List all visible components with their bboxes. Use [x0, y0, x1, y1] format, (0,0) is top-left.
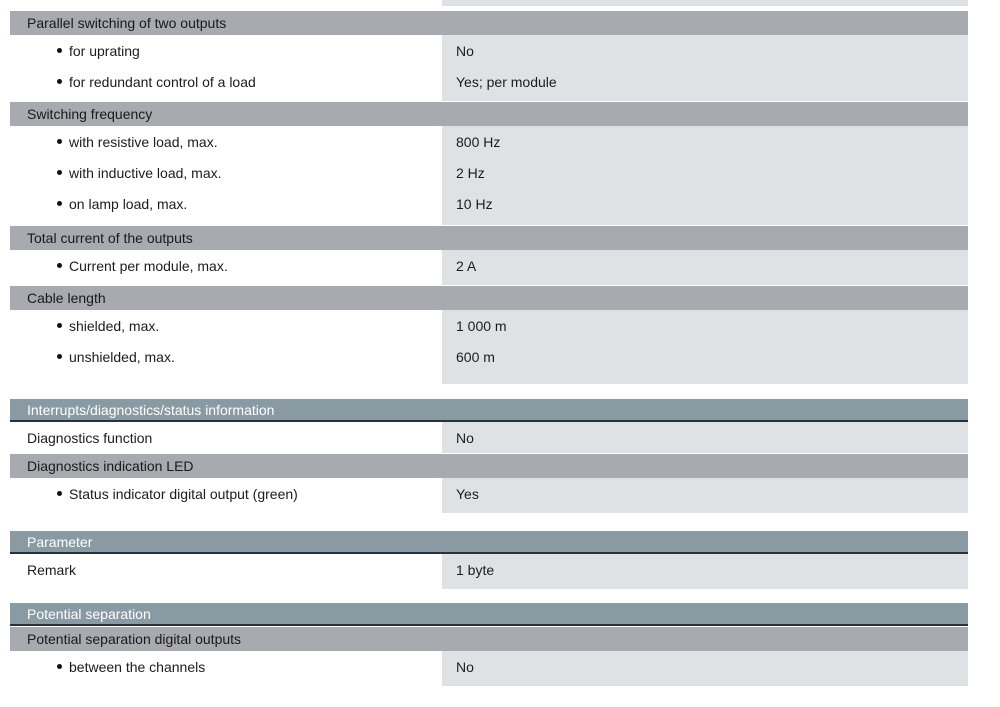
spec-label-cell: [10, 554, 442, 585]
section-subheader: Parallel switching of two outputs: [10, 11, 968, 35]
section-subheader: Cable length: [10, 286, 968, 310]
spec-row: [10, 422, 968, 453]
spec-label: Diagnostics function: [27, 429, 153, 446]
section-gap: [10, 513, 968, 531]
spec-label: Remark: [27, 561, 77, 578]
section-rows: [10, 35, 968, 101]
spec-label: for redundant control of a load: [69, 73, 256, 90]
spec-label: unshielded, max.: [69, 348, 175, 365]
spec-label: on lamp load, max.: [69, 195, 188, 212]
spec-value: 800 Hz: [456, 133, 501, 150]
spec-value: No: [456, 42, 474, 59]
bullet-icon: [57, 263, 62, 268]
spec-label-cell: [10, 478, 442, 509]
bullet-icon: [57, 139, 62, 144]
section-rows: [10, 310, 968, 384]
spec-row: [10, 341, 968, 372]
spec-value: No: [456, 658, 474, 675]
spec-label: with resistive load, max.: [69, 133, 218, 150]
spec-label-cell: [10, 250, 442, 281]
spec-row: [10, 188, 968, 219]
spec-label-cell: [10, 651, 442, 682]
section-gap: [10, 589, 968, 603]
spec-row: [10, 157, 968, 188]
spec-label: Status indicator digital output (green): [69, 485, 298, 502]
spec-label-cell: [10, 341, 442, 372]
spec-label-cell: [10, 66, 442, 97]
spec-label-cell: [10, 157, 442, 188]
spec-row: [10, 478, 968, 509]
section-rows: [10, 478, 968, 513]
bullet-icon: [57, 201, 62, 206]
spec-value: 10 Hz: [456, 195, 493, 212]
spec-label: between the channels: [69, 658, 206, 675]
bullet-icon: [57, 170, 62, 175]
section-gap: [10, 384, 968, 399]
main-section-header: Interrupts/diagnostics/status information: [10, 399, 968, 422]
spec-label: with inductive load, max.: [69, 164, 222, 181]
spec-row: [10, 554, 968, 585]
section-subheader: Diagnostics indication LED: [10, 454, 968, 478]
spec-value: Yes: [456, 485, 479, 502]
section-rows: [10, 554, 968, 589]
spec-value: 600 m: [456, 348, 495, 365]
section-rows: [10, 651, 968, 686]
section-subheader: Potential separation digital outputs: [10, 627, 968, 651]
spec-label-cell: [10, 422, 442, 453]
section-rows: [10, 422, 968, 453]
spec-value: 2 Hz: [456, 164, 485, 181]
bullet-icon: [57, 664, 62, 669]
spec-value: 1 byte: [456, 561, 495, 578]
spec-row: [10, 66, 968, 97]
spec-row: [10, 126, 968, 157]
section-rows: [10, 126, 968, 225]
spec-table: [10, 0, 968, 686]
spec-label-cell: [10, 310, 442, 341]
spec-row: [10, 250, 968, 281]
section-subheader: Switching frequency: [10, 102, 968, 126]
spec-value: Yes; per module: [456, 73, 557, 90]
spec-value: No: [456, 429, 474, 446]
spec-label-cell: [10, 126, 442, 157]
spec-row: [10, 651, 968, 682]
main-section-header: Parameter: [10, 531, 968, 554]
section-subheader: Total current of the outputs: [10, 226, 968, 250]
bullet-icon: [57, 323, 62, 328]
spec-row: [10, 35, 968, 66]
main-section-header: Potential separation: [10, 603, 968, 626]
spec-value: 1 000 m: [456, 317, 507, 334]
spec-row: [10, 310, 968, 341]
partial-row-top: [10, 0, 968, 6]
section-rows: [10, 250, 968, 285]
spec-label-cell: [10, 188, 442, 219]
spec-label: Current per module, max.: [69, 257, 228, 274]
bullet-icon: [57, 48, 62, 53]
spec-label: for uprating: [69, 42, 140, 59]
spec-label: shielded, max.: [69, 317, 160, 334]
spec-value: 2 A: [456, 257, 477, 274]
bullet-icon: [57, 354, 62, 359]
bullet-icon: [57, 491, 62, 496]
spec-label-cell: [10, 35, 442, 66]
bullet-icon: [57, 79, 62, 84]
